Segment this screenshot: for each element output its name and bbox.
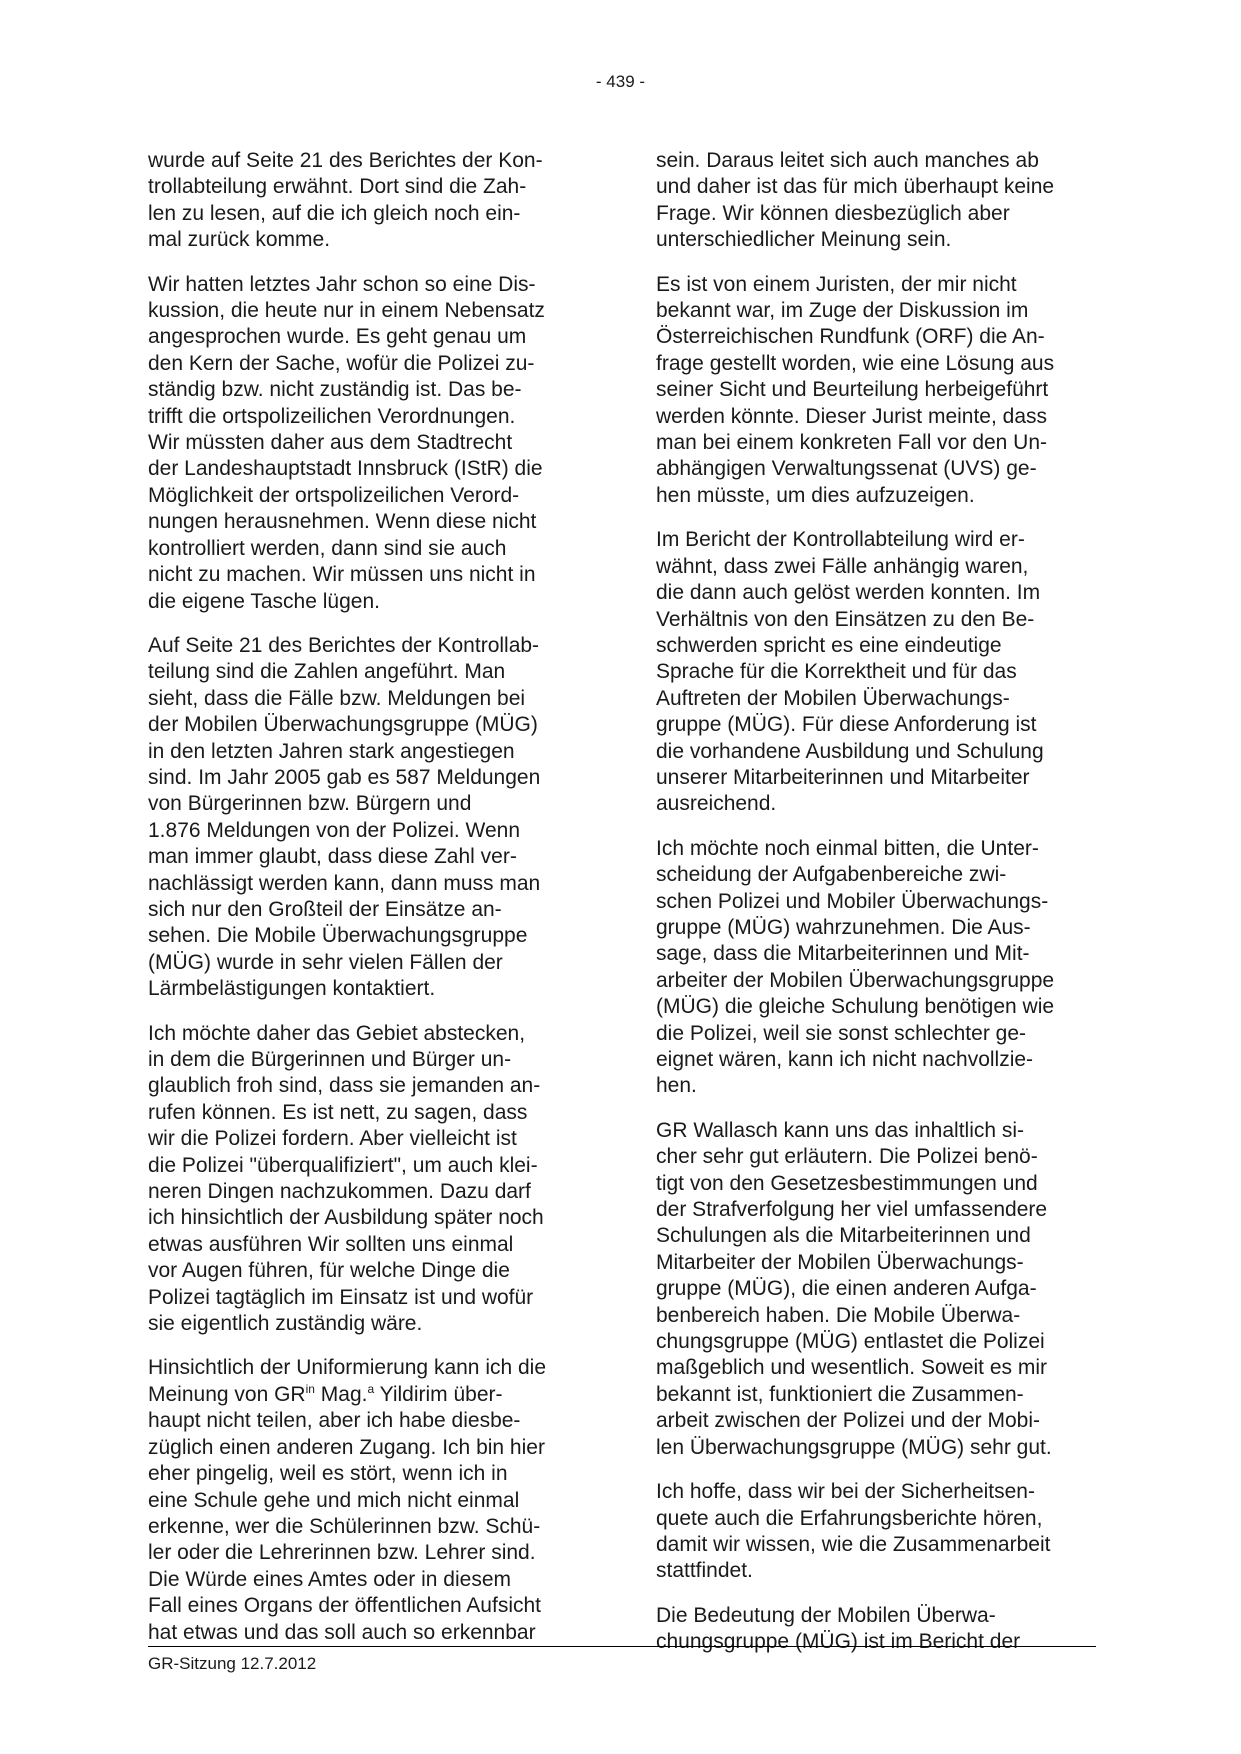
- text-line: sie eigentlich zuständig wäre.: [148, 1312, 423, 1336]
- footer-divider: [148, 1646, 1096, 1647]
- text-line: tigt von den Gesetzesbestimmungen und: [656, 1171, 1038, 1195]
- text-line: die dann auch gelöst werden konnten. Im: [656, 581, 1041, 605]
- text-line: GR Wallasch kann uns das inhaltlich si-: [656, 1118, 1025, 1142]
- text-line: ständig bzw. nicht zuständig ist. Das be-: [148, 378, 522, 402]
- text-line: damit wir wissen, wie die Zusammenarbeit: [656, 1532, 1051, 1556]
- text-line: haupt nicht teilen, aber ich habe diesbe-: [148, 1409, 521, 1433]
- text-line: Hinsichtlich der Uniformierung kann ich die: [148, 1356, 547, 1380]
- text-line: unserer Mitarbeiterinnen und Mitarbeiter: [656, 765, 1030, 789]
- text-line: unterschiedlicher Meinung sein.: [656, 228, 952, 252]
- text-line: Polizei tagtäglich im Einsatz ist und wofür: [148, 1285, 534, 1309]
- paragraph: [656, 1479, 1096, 1585]
- text-line: cher sehr gut erläutern. Die Polizei benö-: [656, 1145, 1038, 1169]
- text-line: len zu lesen, auf die ich gleich noch ein-: [148, 201, 521, 225]
- text-line: Mitarbeiter der Mobilen Überwachungs-: [656, 1250, 1024, 1274]
- text-line: von Bürgerinnen bzw. Bürgern und: [148, 792, 472, 816]
- text-line: man bei einem konkreten Fall vor den Un-: [656, 431, 1048, 455]
- text-line: sieht, dass die Fälle bzw. Meldungen bei: [148, 686, 526, 710]
- text-line: Möglichkeit der ortspolizeilichen Verord-: [148, 483, 520, 507]
- text-line: Sprache für die Korrektheit und für das: [656, 660, 1017, 684]
- text-line: eine Schule gehe und mich nicht einmal: [148, 1488, 520, 1512]
- text-line: kussion, die heute nur in einem Nebensatz: [148, 299, 545, 323]
- text-line: und daher ist das für mich überhaupt keine: [656, 175, 1055, 199]
- text-line: Wir hatten letztes Jahr schon so eine Dis-: [148, 272, 536, 296]
- text-line: gruppe (MÜG) wahrzunehmen. Die Aus-: [656, 915, 1031, 939]
- text-line: benbereich haben. Die Mobile Überwa-: [656, 1303, 1021, 1327]
- text-line: nachlässigt werden kann, dann muss man: [148, 871, 541, 895]
- text-line: angesprochen wurde. Es geht genau um: [148, 325, 527, 349]
- text-line: sich nur den Großteil der Einsätze an-: [148, 897, 502, 921]
- text-line: züglich einen anderen Zugang. Ich bin hier: [148, 1435, 545, 1459]
- paragraph: [148, 633, 588, 1003]
- text-line: Fall eines Organs der öffentlichen Aufsicht: [148, 1594, 542, 1618]
- right-column: [656, 148, 1096, 1674]
- text-line: die eigene Tasche lügen.: [148, 589, 380, 613]
- text-line: teilung sind die Zahlen angeführt. Man: [148, 660, 506, 684]
- paragraph: [656, 1118, 1096, 1461]
- text-line: sage, dass die Mitarbeiterinnen und Mit-: [656, 942, 1030, 966]
- text-line: len Überwachungsgruppe (MÜG) sehr gut.: [656, 1435, 1052, 1459]
- paragraph: [148, 1021, 588, 1338]
- text-line: sein. Daraus leitet sich auch manches ab: [656, 149, 1039, 172]
- text-line: glaublich froh sind, dass sie jemanden an-: [148, 1074, 541, 1098]
- text-line: Im Bericht der Kontrollabteilung wird er-: [656, 528, 1025, 552]
- text-line: wurde auf Seite 21 des Berichtes der Kon-: [148, 149, 543, 172]
- text-line: schen Polizei und Mobiler Überwachungs-: [656, 889, 1049, 913]
- text-line: Wir müssten daher aus dem Stadtrecht: [148, 431, 513, 455]
- text-line: werden könnte. Dieser Jurist meinte, dass: [656, 404, 1048, 428]
- text-line: nungen herausnehmen. Wenn diese nicht: [148, 510, 537, 534]
- text-line: (MÜG) die gleiche Schulung benötigen wie: [656, 995, 1055, 1019]
- text-line: in den letzten Jahren stark angestiegen: [148, 739, 515, 763]
- text-line: hen.: [656, 1074, 697, 1098]
- text-line: eignet wären, kann ich nicht nachvollzie-: [656, 1048, 1034, 1071]
- superscript: in: [305, 1381, 315, 1396]
- text-line: Auftreten der Mobilen Überwachungs-: [656, 686, 1010, 710]
- text-line: (MÜG) wurde in sehr vielen Fällen der: [148, 950, 503, 974]
- text-line: Es ist von einem Juristen, der mir nicht: [656, 272, 1017, 296]
- text-line: wir die Polizei fordern. Aber vielleicht ist: [148, 1127, 517, 1151]
- left-column: [148, 148, 588, 1664]
- page-number: - 439 -: [595, 72, 646, 91]
- text-line: der Landeshauptstadt Innsbruck (IStR) die: [148, 457, 543, 481]
- text-line: stattfindet.: [656, 1559, 753, 1583]
- text-line: seiner Sicht und Beurteilung herbeigeführt: [656, 378, 1049, 402]
- text-line: Auf Seite 21 des Berichtes der Kontrollab-: [148, 633, 540, 657]
- text-line: kontrolliert werden, dann sind sie auch: [148, 536, 507, 560]
- text-line: Schulungen als die Mitarbeiterinnen und: [656, 1224, 1031, 1248]
- text-line: 1.876 Meldungen von der Polizei. Wenn: [148, 818, 521, 842]
- text-line: trollabteilung erwähnt. Dort sind die Zah-: [148, 175, 527, 199]
- superscript: a: [367, 1381, 375, 1396]
- text-line: die Polizei "überqualifiziert", um auch klei-: [148, 1153, 538, 1177]
- text-line: eher pingelig, weil es stört, wenn ich in: [148, 1462, 508, 1486]
- text-line: in dem die Bürgerinnen und Bürger un-: [148, 1048, 512, 1071]
- text-line: Österreichischen Rundfunk (ORF) die An-: [656, 325, 1045, 349]
- text-line: bekannt ist, funktioniert die Zusammen-: [656, 1382, 1024, 1406]
- text-line: hat etwas und das soll auch so erkennbar: [148, 1620, 536, 1644]
- paragraph: [656, 272, 1096, 510]
- text-line: Ich möchte noch einmal bitten, die Unter-: [656, 836, 1039, 860]
- text-line: der Strafverfolgung her viel umfassendere: [656, 1198, 1048, 1222]
- footer-session-date: GR-Sitzung 12.7.2012: [148, 1654, 317, 1673]
- text-line: Lärmbelästigungen kontaktiert.: [148, 977, 436, 1001]
- paragraph: [656, 836, 1096, 1100]
- text-line: Frage. Wir können diesbezüglich aber: [656, 201, 1010, 225]
- text-line: neren Dingen nachzukommen. Dazu darf: [148, 1180, 531, 1204]
- text-line: erkenne, wer die Schülerinnen bzw. Schü-: [148, 1514, 541, 1538]
- text-line: sehen. Die Mobile Überwachungsgruppe: [148, 924, 528, 948]
- text-line: quete auch die Erfahrungsberichte hören,: [656, 1506, 1043, 1530]
- text-line: ich hinsichtlich der Ausbildung später noch: [148, 1206, 544, 1230]
- paragraph: [656, 527, 1096, 817]
- text-line: die vorhandene Ausbildung und Schulung: [656, 739, 1044, 763]
- text-line: Ich möchte daher das Gebiet abstecken,: [148, 1021, 526, 1045]
- text-line: sind. Im Jahr 2005 gab es 587 Meldungen: [148, 765, 541, 789]
- text-line: chungsgruppe (MÜG) entlastet die Polizei: [656, 1330, 1045, 1354]
- text-line: ausreichend.: [656, 792, 777, 816]
- paragraph: [148, 272, 588, 615]
- text-line: vor Augen führen, für welche Dinge die: [148, 1259, 510, 1283]
- paragraph: [148, 148, 588, 254]
- text-line: frage gestellt worden, wie eine Lösung aus: [656, 351, 1055, 375]
- paragraph: [656, 148, 1096, 254]
- text-line: Verhältnis von den Einsätzen zu den Be-: [656, 607, 1035, 631]
- text-line: gruppe (MÜG), die einen anderen Aufga-: [656, 1277, 1037, 1301]
- text-line: rufen können. Es ist nett, zu sagen, dass: [148, 1100, 528, 1124]
- text-line: arbeit zwischen der Polizei und der Mobi-: [656, 1409, 1041, 1433]
- text-line: den Kern der Sache, wofür die Polizei zu-: [148, 351, 535, 375]
- text-line: abhängigen Verwaltungssenat (UVS) ge-: [656, 457, 1037, 481]
- text-line: Meinung von $GR^{in}$ Mag.$^a$ Yildirim über-: [148, 1381, 503, 1406]
- text-line: mal zurück komme.: [148, 228, 331, 252]
- text-line: ler oder die Lehrerinnen bzw. Lehrer sind.: [148, 1541, 536, 1565]
- text-line: chungsgruppe (MÜG) ist im Bericht der: [656, 1630, 1021, 1654]
- text-line: nicht zu machen. Wir müssen uns nicht in: [148, 563, 536, 587]
- text-line: hen müsste, um dies aufzuzeigen.: [656, 483, 975, 507]
- text-line: bekannt war, im Zuge der Diskussion im: [656, 299, 1029, 323]
- text-line: gruppe (MÜG). Für diese Anforderung ist: [656, 713, 1037, 737]
- text-line: wähnt, dass zwei Fälle anhängig waren,: [656, 554, 1029, 578]
- paragraph: [656, 1603, 1096, 1656]
- text-line: trifft die ortspolizeilichen Verordnungen.: [148, 404, 516, 428]
- text-line: maßgeblich und wesentlich. Soweit es mir: [656, 1356, 1048, 1380]
- text-line: die Polizei, weil sie sonst schlechter ge-: [656, 1021, 1027, 1045]
- text-line: etwas ausführen Wir sollten uns einmal: [148, 1232, 514, 1256]
- text-line: Die Würde eines Amtes oder in diesem: [148, 1567, 511, 1591]
- text-line: man immer glaubt, dass diese Zahl ver-: [148, 845, 517, 869]
- paragraph: [148, 1355, 588, 1645]
- text-line: scheidung der Aufgabenbereiche zwi-: [656, 863, 1007, 887]
- text-line: der Mobilen Überwachungsgruppe (MÜG): [148, 713, 538, 737]
- text-line: arbeiter der Mobilen Überwachungsgruppe: [656, 968, 1055, 992]
- text-line: Ich hoffe, dass wir bei der Sicherheitsen-: [656, 1480, 1035, 1504]
- text-line: Die Bedeutung der Mobilen Überwa-: [656, 1603, 996, 1627]
- text-line: schwerden spricht es eine eindeutige: [656, 633, 1002, 657]
